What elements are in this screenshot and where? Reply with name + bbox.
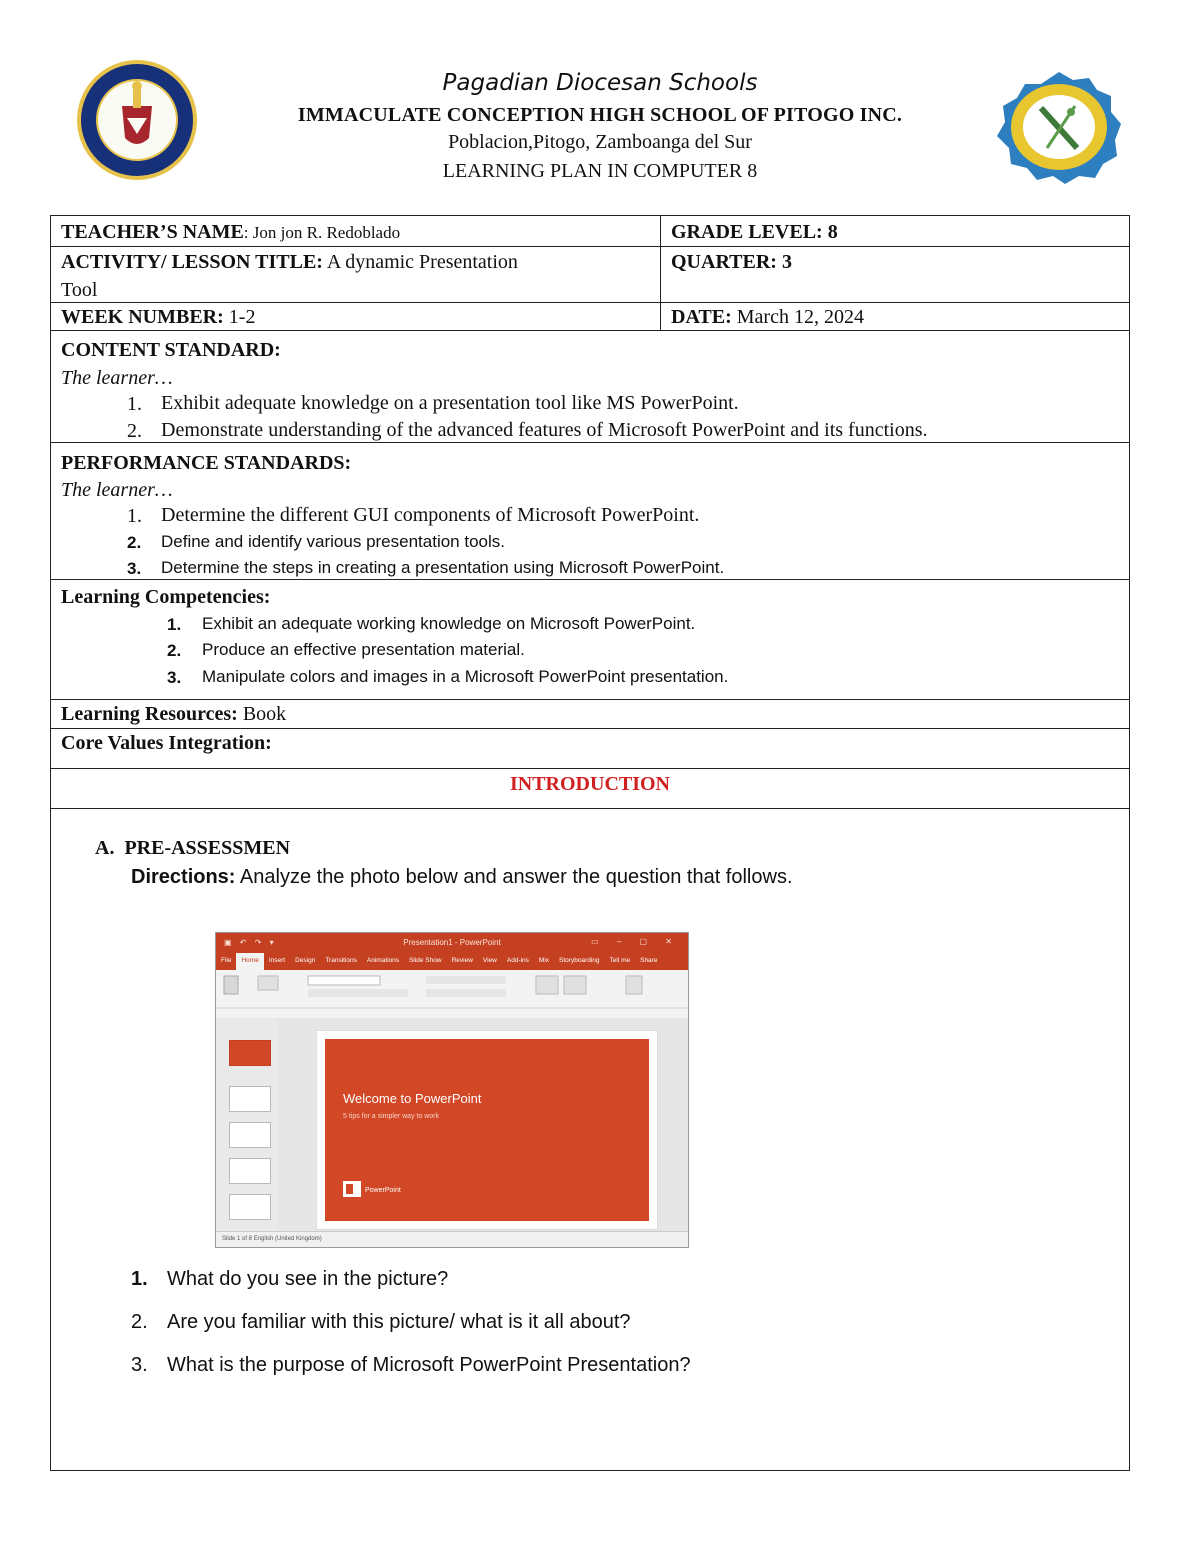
learning-plan-table — [50, 215, 1130, 1471]
list-number: 1. — [167, 615, 182, 634]
week-value: 1-2 — [223, 306, 256, 328]
slide-page — [316, 1030, 658, 1230]
directions-text: Analyze the photo below and answer the question that follows. — [235, 866, 793, 888]
ribbon-tab: View — [482, 957, 497, 964]
row-week — [51, 303, 1129, 331]
pre-assessment-title: PRE-ASSESSMEN — [124, 837, 291, 859]
introduction-heading — [51, 770, 1129, 798]
quarter-cell — [671, 248, 792, 276]
question-3: What is the purpose of Microsoft PowerPoint Presentation? — [167, 1354, 691, 1376]
diocese-name: Pagadian Diocesan Schools — [442, 70, 758, 96]
document-title: LEARNING PLAN IN COMPUTER 8 — [442, 160, 758, 182]
list-number: 3. — [167, 668, 182, 687]
ribbon-tab: Share — [640, 957, 658, 964]
row-introduction — [51, 769, 1129, 809]
slide-logo-text: PowerPoint — [365, 1187, 401, 1194]
slide-title: Welcome to PowerPoint — [343, 1091, 482, 1106]
core-values-cell — [61, 729, 272, 757]
status-text: Slide 1 of 8 English (United Kingdom) — [222, 1236, 322, 1242]
grade-label: GRADE LEVEL: 8 — [671, 221, 838, 243]
date-label: DATE: — [671, 306, 732, 328]
date-cell — [671, 303, 864, 331]
ribbon-tab: Review — [451, 957, 473, 964]
list-number: 2. — [167, 641, 182, 660]
learning-resources-value: Book — [237, 703, 287, 725]
row-content-standard — [51, 331, 1129, 443]
ribbon-tab: Mix — [538, 957, 550, 964]
learning-competencies-title — [61, 583, 270, 611]
teacher-cell — [61, 218, 400, 247]
list-number: 1. — [131, 1268, 148, 1290]
slide-thumbnail — [229, 1086, 271, 1112]
introduction-title: INTRODUCTION — [509, 773, 671, 795]
slide-canvas — [278, 1018, 688, 1232]
content-standard-heading: CONTENT STANDARD: — [61, 339, 281, 361]
performance-standards-item-2: Define and identify various presentation tools. — [161, 532, 505, 551]
content-standard-intro: The learner… — [61, 367, 173, 389]
activity-value-line1: A dynamic Presentation — [322, 251, 518, 273]
slide-thumbnail — [229, 1194, 271, 1220]
row-learning-competencies — [51, 580, 1129, 700]
ribbon-tab: Storyboarding — [559, 957, 600, 964]
list-number: 2. — [127, 533, 142, 552]
activity-cell — [61, 248, 518, 304]
ribbon-controls-icon — [216, 970, 688, 1018]
teacher-label: TEACHER’S NAME — [61, 221, 244, 243]
diocesan-seal-logo — [75, 58, 199, 182]
ribbon-tab: Design — [295, 957, 316, 964]
week-cell — [61, 303, 255, 331]
learning-resources-label: Learning Resources: — [61, 703, 238, 725]
ribbon-tab: Animations — [366, 957, 400, 964]
slide-subtitle: 5 tips for a simpler way to work — [343, 1113, 440, 1120]
quarter-label: QUARTER: 3 — [671, 251, 792, 273]
ribbon-tab: Slide Show — [409, 957, 442, 964]
window-title: Presentation1 - PowerPoint — [403, 938, 501, 947]
welcome-slide — [325, 1039, 649, 1221]
ribbon-tab: Transitions — [325, 957, 357, 964]
question-2: Are you familiar with this picture/ what is it all about? — [167, 1311, 631, 1333]
list-number: 2. — [131, 1311, 148, 1333]
question-1: What do you see in the picture? — [167, 1268, 449, 1290]
ribbon-tab: File — [221, 957, 232, 964]
row-activity — [51, 247, 1129, 303]
performance-standards-title — [61, 449, 351, 477]
list-number: 3. — [131, 1354, 148, 1376]
content-standard-item-2: Demonstrate understanding of the advanced features of Microsoft PowerPoint and its functions. — [161, 419, 928, 441]
content-standard-title — [61, 337, 281, 364]
ribbon-tab: Tell me — [609, 957, 631, 964]
directions-label: Directions: — [131, 866, 236, 888]
pre-assessment-heading — [95, 834, 290, 862]
core-values-label: Core Values Integration: — [61, 732, 272, 754]
performance-standards-intro: The learner… — [61, 479, 173, 501]
directions — [131, 863, 793, 891]
list-number: 1. — [127, 393, 142, 415]
date-value: March 12, 2024 — [731, 306, 864, 328]
screenshot-titlebar — [216, 933, 688, 953]
screenshot-ribbon — [216, 970, 688, 1019]
content-standard-item-1: Exhibit adequate knowledge on a presentation tool like MS PowerPoint. — [161, 392, 739, 414]
list-number: 2. — [127, 420, 142, 442]
activity-label: ACTIVITY/ LESSON TITLE: — [61, 251, 323, 273]
list-number: 3. — [127, 559, 142, 578]
screenshot-ribbon-tabs — [216, 953, 688, 970]
learning-resources-cell — [61, 700, 286, 728]
school-seal-logo — [993, 70, 1125, 184]
performance-standards-heading: PERFORMANCE STANDARDS: — [61, 452, 352, 474]
ribbon-tab: Insert — [268, 957, 286, 964]
learning-competencies-heading: Learning Competencies: — [61, 586, 271, 608]
row-teacher — [51, 216, 1129, 247]
document-header — [0, 0, 1200, 210]
school-address: Poblacion,Pitogo, Zamboanga del Sur — [448, 131, 752, 153]
row-performance-standards — [51, 443, 1129, 580]
grade-cell — [671, 218, 838, 246]
performance-standards-item-1: Determine the different GUI components of Microsoft PowerPoint. — [161, 504, 700, 526]
powerpoint-logo-icon — [343, 1181, 361, 1197]
powerpoint-screenshot — [215, 932, 689, 1248]
quick-access-icons: ▣ ↶ ↷ ▾ — [224, 938, 277, 947]
screenshot-statusbar — [216, 1231, 688, 1247]
pre-assessment-marker: A. — [95, 837, 115, 859]
ribbon-tab: Home — [236, 953, 263, 970]
performance-standards-item-3: Determine the steps in creating a presentation using Microsoft PowerPoint. — [161, 558, 725, 577]
row-learning-resources — [51, 700, 1129, 729]
learning-competency-item-3: Manipulate colors and images in a Microsoft PowerPoint presentation. — [202, 667, 729, 686]
teacher-value: : Jon jon R. Redoblado — [243, 223, 401, 242]
slide-thumbnail — [229, 1122, 271, 1148]
slide-thumbnail — [229, 1158, 271, 1184]
list-number: 1. — [127, 505, 142, 527]
learning-competency-item-2: Produce an effective presentation material. — [202, 640, 525, 659]
ribbon-tab: Add-ins — [506, 957, 529, 964]
school-name: IMMACULATE CONCEPTION HIGH SCHOOL OF PITOGO INC. — [297, 104, 903, 126]
slide-thumbnail — [229, 1040, 271, 1066]
window-controls-icon: ▭ – ▢ ✕ — [591, 937, 680, 946]
week-label: WEEK NUMBER: — [61, 306, 224, 328]
activity-value-line2: Tool — [61, 279, 98, 301]
row-core-values — [51, 729, 1129, 769]
learning-competency-item-1: Exhibit an adequate working knowledge on Microsoft PowerPoint. — [202, 614, 696, 633]
slide-thumbnails-pane — [216, 1018, 279, 1232]
